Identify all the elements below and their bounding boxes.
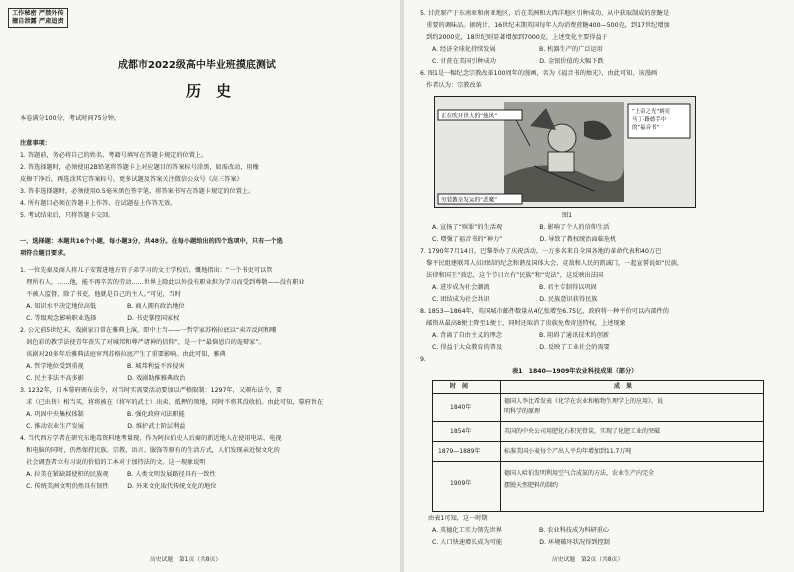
table-cell-time: 1840年 [450,404,472,411]
table-header: 成 果 [614,383,633,390]
option-line: C. 团结成为社会共识 D. 民族意识获得民族 [432,296,598,303]
right-page [404,0,794,572]
option-line: A. 背离了自由主义的理念 B. 阻碍了通讯技术的创新 [432,332,610,339]
page-footer: 历史试题 第1页（共8页） [150,557,222,563]
note-line: 2. 答选择题时，必须使用2B铅笔将答题卡上对应题目的答案标号涂黑，如需改动，用橡 [20,164,259,171]
option-line: C. 得益于大众教育的普及 D. 反映了工业社会的需要 [432,344,610,351]
option-line: C. 人口快速增长成为可能 D. 环境破坏状况得到控制 [432,539,610,546]
question-line: 讽色彩的教学法使青年丧失了对城邦和尊严诸神的信仰”，是一个“最恼恩自的诡辩家”。 [20,339,265,346]
table-cell-time: 1879—1889年 [438,448,481,455]
caption-text-part: “上帝之光”炳亮 [632,109,670,115]
table-header: 时 间 [450,383,469,390]
section-heading: 项符合题目要求。 [20,250,70,257]
page-footer: 历史试题 第2页（共8页） [552,557,624,563]
question-line: 6. 图1是一幅纪念宗教改革100周年的漫画，名为《福音书的烛光》，由此可知，该漫画 [420,70,658,77]
option-line: A. 巩固中央集权体制 B. 强化政府司法职能 [20,411,185,418]
caption-text: 穷装教皇发运的“恶魔” [441,197,498,204]
option-line: C. 传统美洲文明仍然具有韧性 D. 外来文化取代传统文化的地位 [20,483,217,490]
table-cell-result: 明科学的原理 [504,408,541,415]
option-line: C. 民主非法不高多影 D. 戏剧助推雅典政治 [20,375,186,382]
question-line: 由表1可知，这一时期 [428,515,488,522]
option-line: C. 推动农业生产发展 D. 维护武士阶层利益 [20,423,186,430]
note-line: 4. 所有题目必须在答题卡上作答，在试题卷上作答无效。 [20,200,177,207]
table-cell-result: 德国人李比希发表《化学在农业和植物生理学上的应用》，说 [504,398,664,405]
option-line: A. 宣扬了“赎罪”的生活观 B. 影响了个人的信仰生活 [432,224,610,231]
option-line: C. 增强了福音书的“神力” D. 导致了教权统治面临危机 [432,236,617,243]
table-cell-time: 1909年 [450,480,472,487]
question-line: 2. 公元前5世纪末，戏剧家日常在雅典上演，即中士当——一哲学家苏格拉底以“卖弄反问和嘲 [20,327,277,334]
section-heading: 一、选择题：本题共16个小题，每小题3分，共48分。在每小题给出的四个选项中，只有一个选 [20,238,283,245]
question-line: 求（已出售）相当买，将将被在（将军的武士）出卖、抵押的领地，同时不将其没收拍。由此可知，幕府旨在 [20,399,324,406]
note-line: 5. 考试结束后，只将答题卡交回。 [20,212,115,219]
question-line: 社会调查者立有习说的价值的工本对于加持法的文。这一现象说明 [20,459,206,466]
option-line: A. 经济全球化持续发展 B. 机器生产的广泛运用 [432,46,603,53]
subject-title: 历 史 [186,82,232,100]
table-caption: 表1 1840—1909年农业科技成果（部分） [512,368,638,375]
caption-text-part: 马丁·路德手中 [632,117,667,123]
question-line: 和电脑的同时，仍然保持民族、宗教、语言、服饰等原有的生活方式，人们发现亲近保文化的 [20,447,280,454]
question-line: 1. 一位先秦及商人将儿子安置进地方官子弟学习的文士学校后，慨地指出：“一个书吏可以管 [20,267,273,274]
cartoon-caption-bottom [438,194,522,204]
question-line: 重要的调味品。据统计，16世纪末期英国每年人均消费蔗糖400—500克，到17世纪增加 [420,22,670,29]
caption-text-part: 的“福音书” [632,125,660,131]
caption-text: 正在吹开世人的“烛风” [441,113,498,120]
question-line: 该剧对20多年后雅典法庭审判苏格拉底产生了重要影响。由此可知，雅典 [20,351,226,358]
option-line: C. 甘蔗在美国引种成功 D. 金银价值的大幅下跌 [432,58,604,65]
confidential-stamp [8,8,68,28]
table-cell-result: 德国人哈伯发明利用空气合成氨的方法，农业生产内完全 [504,470,655,477]
cartoon-caption-top [438,110,522,120]
stamp-line: 工作秘密 严禁外传 [12,10,64,17]
table-cell-result: 摆脱天然肥料的制约 [504,482,559,489]
question-line: 7. 1790年7月14日，巴黎举办了庆祝活动，一万多名来自全国各地的革命代表和40万巴 [420,248,662,255]
option-line: A. 拉美在紧缺部使积的民族观 B. 人类文明发展路径具有一致性 [20,471,216,478]
table-cell-result: 英国的中央公司用肥化石积充骨炭，实现了化肥工业的突破 [504,428,661,435]
question-line: 到约2000克，18世纪则显著增加到7000克，上述变化主要得益于 [420,34,608,41]
question-line: 法律和国王”效忠，这个节日立有“民族”和“宪法”，这反映出法国 [420,272,604,279]
question-line: 5. 甘蔗原产于东南亚和南亚地区，后在美洲和大西洋地区引种成功，从中获取制成的蔗糖是 [420,10,670,17]
reformation-cartoon [434,96,696,208]
figure-label: 图1 [562,212,573,219]
option-line: A. 英德化工实力领先世界 B. 农业科技成为科研重心 [432,527,610,534]
intro-text: 本卷满分100分，考试时间75分钟。 [20,115,121,122]
question-line: 8. 1853—1864年，英国城市邮件数量从4亿张增至6.75亿，政府将一种平价可以内部件的 [420,308,669,315]
option-line: A. 知识水平决定地位高低 B. 商人拥有政治地位 [20,303,185,310]
note-line: 皮擦干净后，再选涂其它答案标号。更多试题及答案关注微信公众号《高三答案》 [20,176,243,183]
exam-title: 成都市2022级高中毕业班摸底测试 [118,60,276,71]
question-line: 不被人监督，除了书吏，他就是自己的主人。”可见，当时 [20,291,181,298]
question-line: 3. 1232年，日本幕府颁布法令，对当时实需要活动要加以严格限制：1297年，又颁布法令，要 [20,387,283,394]
table-cell-time: 1854年 [450,428,472,435]
note-line: 3. 答非选择题时，必须使用0.5毫米黑色签字笔，将答案书写在答题卡规定的位置上。 [20,188,255,195]
note-line: 1. 答题前，务必将自己的姓名、考籍号填写在答题卡规定的位置上。 [20,152,208,159]
option-line: A. 哲学地位受到重视 B. 城邦利益不容侵害 [20,363,185,370]
option-line: A. 进步成为社会潮流 B. 君主专制得以巩固 [432,284,597,291]
question-line: 4. 当代西方学者在研究东地毒资料地考量现，作为阿拉伯史人后裔的新近地人在使用电话、电视 [20,435,282,442]
question-line: 黎平民组建联邦人员团结的纪念和谐及国体大会，竞敌和人民的凯诚门，一起宣誓说如“民族， [420,260,684,267]
table-cell-result: 标准美国小麦每个产出人平均年增加到11.7万吨 [504,448,632,455]
question-line: 邮资从最高8便士降至1便士，同时还取消了贵族免费寄送特权，上述现象 [420,320,626,327]
stamp-line: 擅自泄露 严肃追责 [12,18,64,25]
question-line: 作者认为：宗教改革 [420,82,482,89]
question-number: 9. [420,356,426,363]
option-line: C. 等级观念影响职业选择 D. 书吏掌控国家权 [20,315,180,322]
question-line: 理所有人，……他，能不再辛苦的劳动……世界上除此以外没有职业担为学习而受到尊敬——没有职业 [20,279,305,286]
notes-heading: 注意事项： [20,140,51,147]
